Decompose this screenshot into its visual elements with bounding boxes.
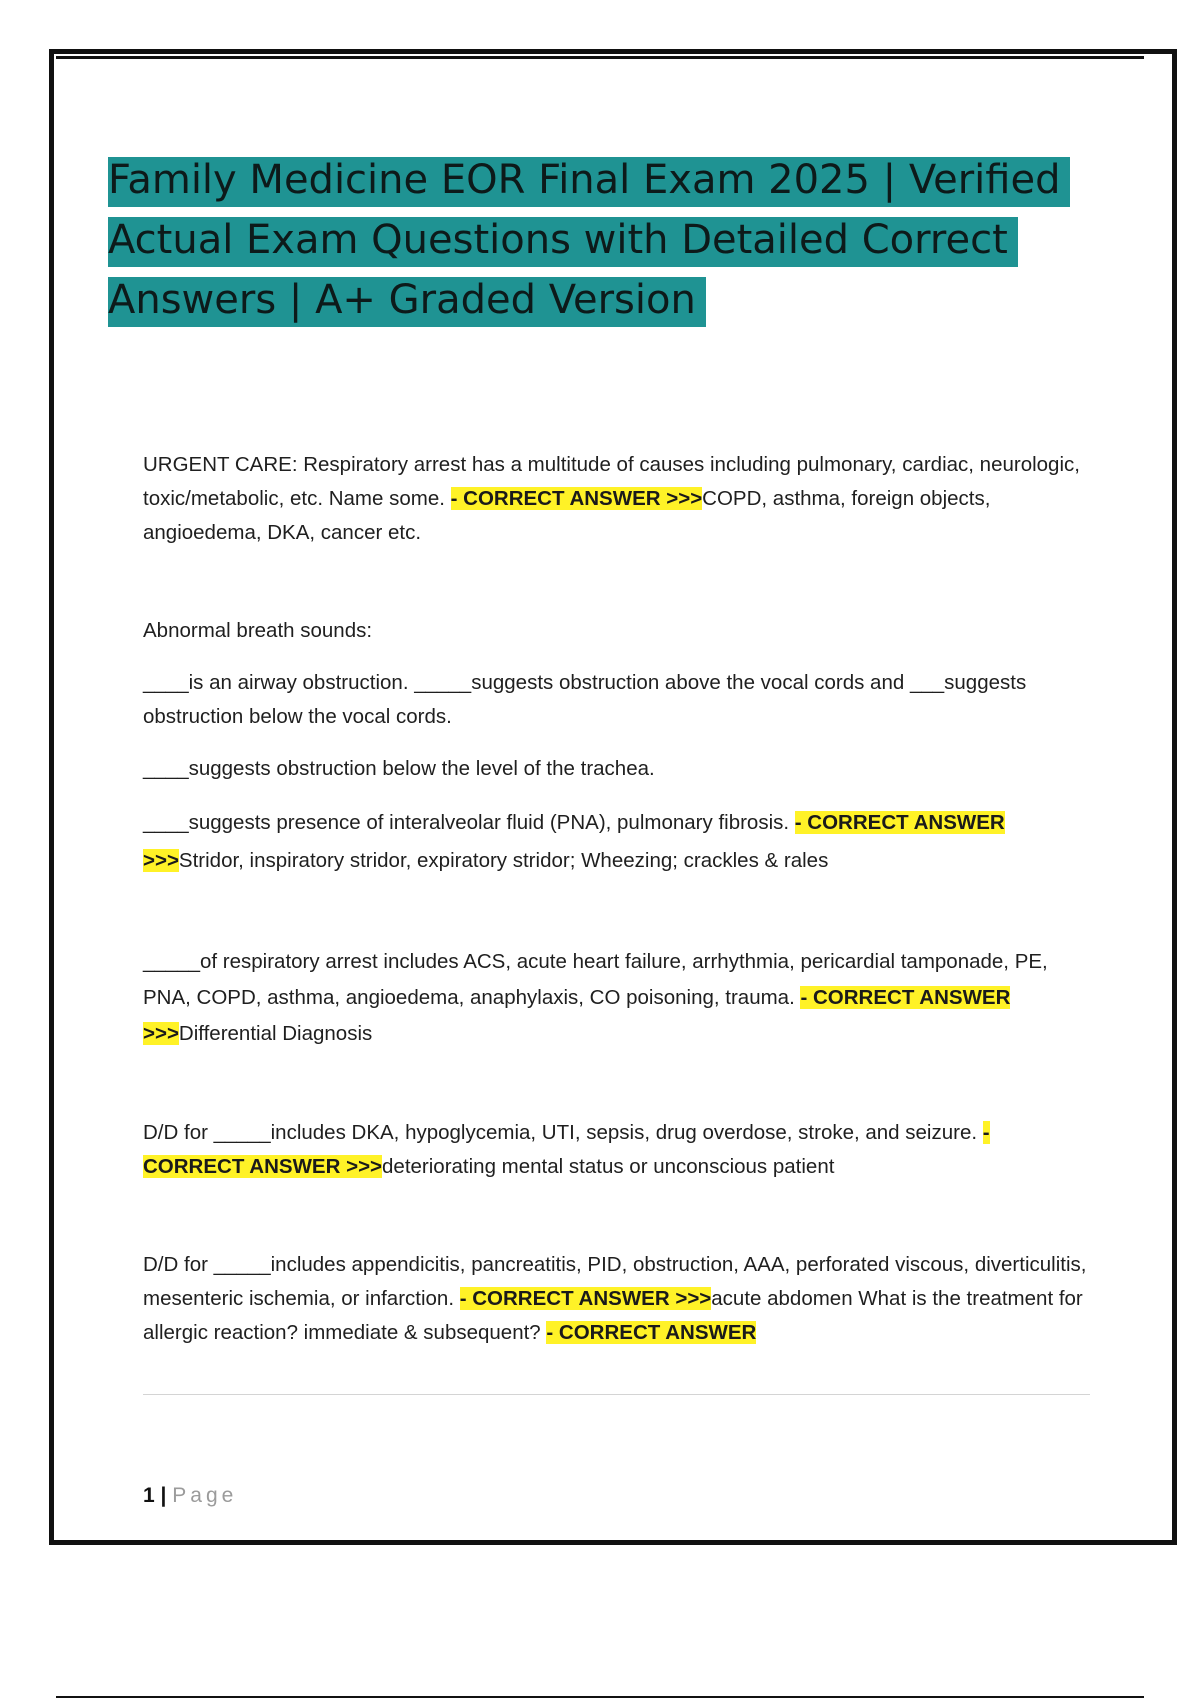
answer-text: Differential Diagnosis bbox=[178, 1022, 373, 1045]
answer-text: deteriorating mental status or unconscious patient bbox=[382, 1155, 835, 1178]
question-text: D/D for _____includes DKA, hypoglycemia, UTI, sepsis, drug overdose, stroke, and seizure. bbox=[143, 1121, 983, 1144]
page-footer bbox=[143, 1484, 237, 1508]
correct-answer-marker: - CORRECT ANSWER >>> bbox=[459, 1287, 712, 1310]
question-text: URGENT CARE: Respiratory arrest has a multitude of causes including pulmonary, cardiac, neurologic, toxic/metabolic, etc. Name some. bbox=[143, 453, 1080, 510]
question-1 bbox=[143, 448, 1088, 550]
correct-answer-marker: - CORRECT ANSWER >>> bbox=[143, 811, 1005, 872]
page-number: 1 bbox=[143, 1484, 155, 1507]
question-text: D/D for _____includes appendicitis, pancreatitis, PID, obstruction, AAA, perforated viscous, diverticulitis, mesenteric ischemia, or infarction. bbox=[143, 1253, 1087, 1310]
correct-answer-marker: - CORRECT ANSWER >>> bbox=[143, 986, 1011, 1045]
correct-answer-marker: - CORRECT ANSWER >>> bbox=[450, 487, 703, 510]
correct-answer-marker: - CORRECT ANSWER bbox=[546, 1321, 757, 1344]
question-2-line-2: ____suggests obstruction below the level of the trachea. bbox=[143, 757, 655, 780]
page-label: Page bbox=[172, 1484, 238, 1507]
answer-text: acute abdomen bbox=[711, 1287, 853, 1310]
question-2 bbox=[143, 804, 1088, 880]
document-body bbox=[143, 448, 1088, 1350]
correct-answer-marker: - CORRECT ANSWER >>> bbox=[143, 1121, 990, 1178]
page-separator: | bbox=[160, 1484, 167, 1507]
question-4 bbox=[143, 1116, 1088, 1184]
answer-text: COPD, asthma, foreign objects, angioedema, DKA, cancer etc. bbox=[143, 487, 991, 544]
question-2-line-1: ____is an airway obstruction. _____suggests obstruction above the vocal cords and ___suggests obstruction below the vocal cords. bbox=[143, 671, 1027, 728]
footer-rule bbox=[143, 1394, 1090, 1395]
header-rule bbox=[56, 56, 1144, 59]
question-3 bbox=[143, 944, 1088, 1052]
question-text: _____of respiratory arrest includes ACS, acute heart failure, arrhythmia, pericardial tamponade, PE, PNA, COPD, asthma, angioedema, anaphylaxis, CO poisoning, trauma. bbox=[143, 950, 1048, 1009]
question-5 bbox=[143, 1248, 1088, 1350]
answer-text: Stridor, inspiratory stridor, expiratory stridor; Wheezing; crackles & rales bbox=[178, 849, 829, 872]
next-page-rule bbox=[56, 1696, 1144, 1698]
question-text: What is the treatment for allergic reaction? immediate & subsequent? bbox=[143, 1287, 1083, 1344]
title-highlight: Family Medicine EOR Final Exam 2025 | Verified Actual Exam Questions with Detailed Correct Answers | A+ Graded Version bbox=[108, 157, 1070, 327]
section-heading: Abnormal breath sounds: bbox=[143, 619, 373, 642]
question-text: ____suggests presence of interalveolar fluid (PNA), pulmonary fibrosis. bbox=[143, 811, 795, 834]
document-title bbox=[108, 150, 1078, 330]
